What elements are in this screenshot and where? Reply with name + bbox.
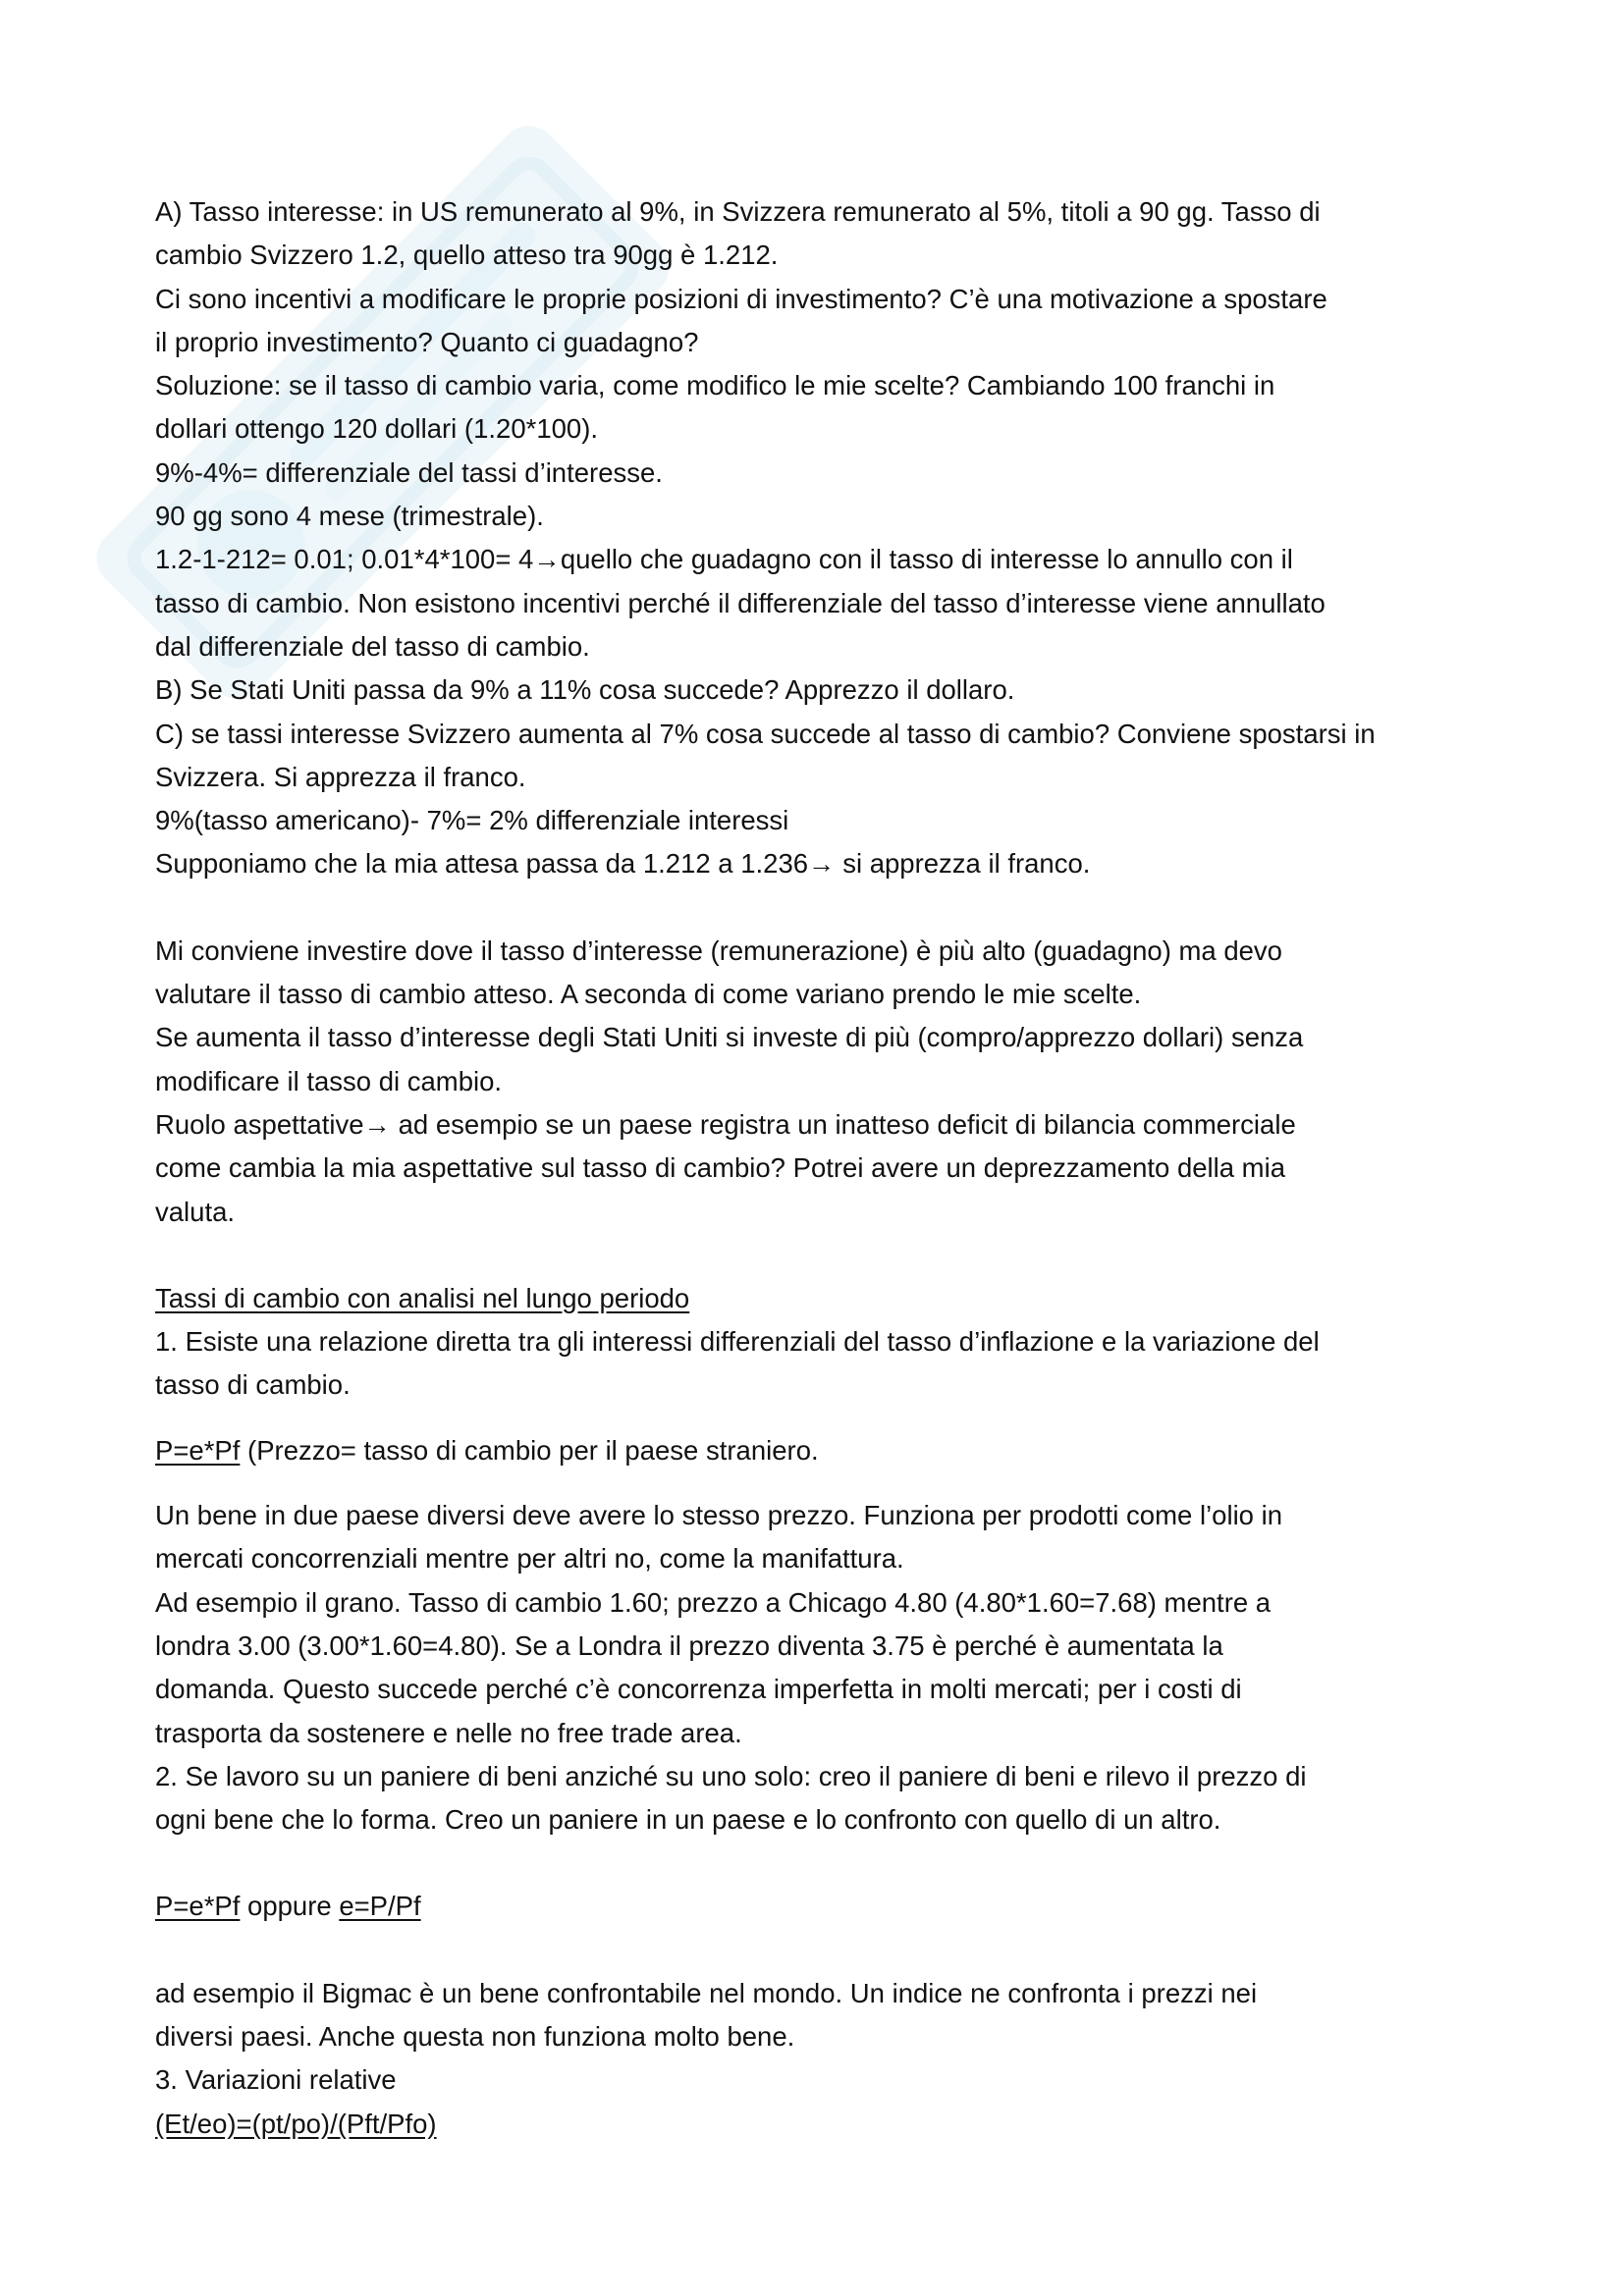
formula: e=P/Pf [339, 1891, 421, 1922]
text-line: C) se tassi interesse Svizzero aumenta al 7% cosa succede al tasso di cambio? Conviene spostarsi in [155, 718, 1376, 749]
text-line: ogni bene che lo forma. Creo un paniere in un paese e lo confronto con quello di un altro. [155, 1804, 1221, 1836]
text-line: 2. Se lavoro su un paniere di beni anziché su uno solo: creo il paniere di beni e rilevo il prezzo di [155, 1760, 1307, 1791]
formula: P=e*Pf [155, 1434, 241, 1466]
text-line: Ruolo aspettative→ ad esempio se un paese registra un inatteso deficit di bilancia commerciale [155, 1108, 1296, 1140]
text-line: trasporta da sostenere e nelle no free trade area. [155, 1717, 742, 1748]
text-line: modificare il tasso di cambio. [155, 1065, 503, 1096]
text-line: 1. Esiste una relazione diretta tra gli interessi differenziali del tasso d’inflazione e la variazione del [155, 1326, 1320, 1358]
formula-note: (Prezzo= tasso di cambio per il paese straniero. [240, 1434, 819, 1466]
text-line: 9%-4%= differenziale del tassi d’interesse. [155, 456, 663, 488]
text-line: B) Se Stati Uniti passa da 9% a 11% cosa succede? Apprezzo il dollaro. [155, 674, 1015, 706]
document-text [155, 190, 1500, 2146]
text-line: 1.2-1-212= 0.01; 0.01*4*100= 4→quello che guadagno con il tasso di interesse lo annullo con il [155, 544, 1293, 575]
text-line: 3. Variazioni relative [155, 2064, 397, 2096]
formula-line [155, 1429, 1500, 1472]
text-line: valutare il tasso di cambio atteso. A seconda di come variano prendo le mie scelte. [155, 979, 1142, 1010]
text-line: Soluzione: se il tasso di cambio varia, come modifico le mie scelte? Cambiando 100 franchi in [155, 370, 1275, 401]
text-line: Supponiamo che la mia attesa passa da 1.212 a 1.236→ si apprezza il franco. [155, 848, 1091, 880]
text-line: Ci sono incentivi a modificare le proprie posizioni di investimento? C’è una motivazione a spostare [155, 283, 1327, 314]
text-line: il proprio investimento? Quanto ci guadagno? [155, 326, 699, 357]
text-line: Svizzera. Si apprezza il franco. [155, 761, 526, 792]
text-line: valuta. [155, 1196, 236, 1227]
text-line: dal differenziale del tasso di cambio. [155, 630, 590, 662]
text-line: tasso di cambio. [155, 1369, 351, 1401]
text-line: come cambia la mia aspettative sul tasso di cambio? Potrei avere un deprezzamento della mia [155, 1152, 1285, 1184]
text-line: 9%(tasso americano)- 7%= 2% differenziale interessi [155, 805, 789, 836]
text-line: 90 gg sono 4 mese (trimestrale). [155, 501, 544, 532]
formula-connector: oppure [240, 1891, 340, 1922]
section-heading: Tassi di cambio con analisi nel lungo periodo [155, 1282, 690, 1313]
text-line: ad esempio il Bigmac è un bene confrontabile nel mondo. Un indice ne confronta i prezzi nei [155, 1977, 1258, 2008]
text-line: cambio Svizzero 1.2, quello atteso tra 90gg è 1.212. [155, 240, 779, 271]
text-line: Un bene in due paese diversi deve avere lo stesso prezzo. Funziona per prodotti come l’olio in [155, 1500, 1283, 1531]
formula: P=e*Pf [155, 1891, 241, 1922]
text-line: Se aumenta il tasso d’interesse degli Stati Uniti si investe di più (compro/apprezzo dollari) senza [155, 1022, 1304, 1053]
text-line: domanda. Questo succede perché c’è concorrenza imperfetta in molti mercati; per i costi di [155, 1674, 1242, 1705]
formula-line [155, 1885, 1500, 1928]
text-line: A) Tasso interesse: in US remunerato al 9%, in Svizzera remunerato al 5%, titoli a 90 gg. Tasso di [155, 196, 1321, 227]
text-line: Mi conviene investire dove il tasso d’interesse (remunerazione) è più alto (guadagno) ma devo [155, 934, 1282, 966]
text-line: tasso di cambio. Non esistono incentivi perché il differenziale del tasso d’interesse viene annullato [155, 587, 1326, 618]
text-line: dollari ottengo 120 dollari (1.20*100). [155, 413, 598, 445]
text-line: Ad esempio il grano. Tasso di cambio 1.60; prezzo a Chicago 4.80 (4.80*1.60=7.68) mentre a [155, 1586, 1272, 1618]
text-line: mercati concorrenziali mentre per altri no, come la manifattura. [155, 1543, 904, 1575]
formula: (Et/eo)=(pt/po)/(Pft/Pfo) [155, 2108, 437, 2139]
text-line: londra 3.00 (3.00*1.60=4.80). Se a Londra il prezzo diventa 3.75 è perché è aumentata la [155, 1629, 1223, 1661]
text-line: diversi paesi. Anche questa non funziona molto bene. [155, 2020, 795, 2052]
